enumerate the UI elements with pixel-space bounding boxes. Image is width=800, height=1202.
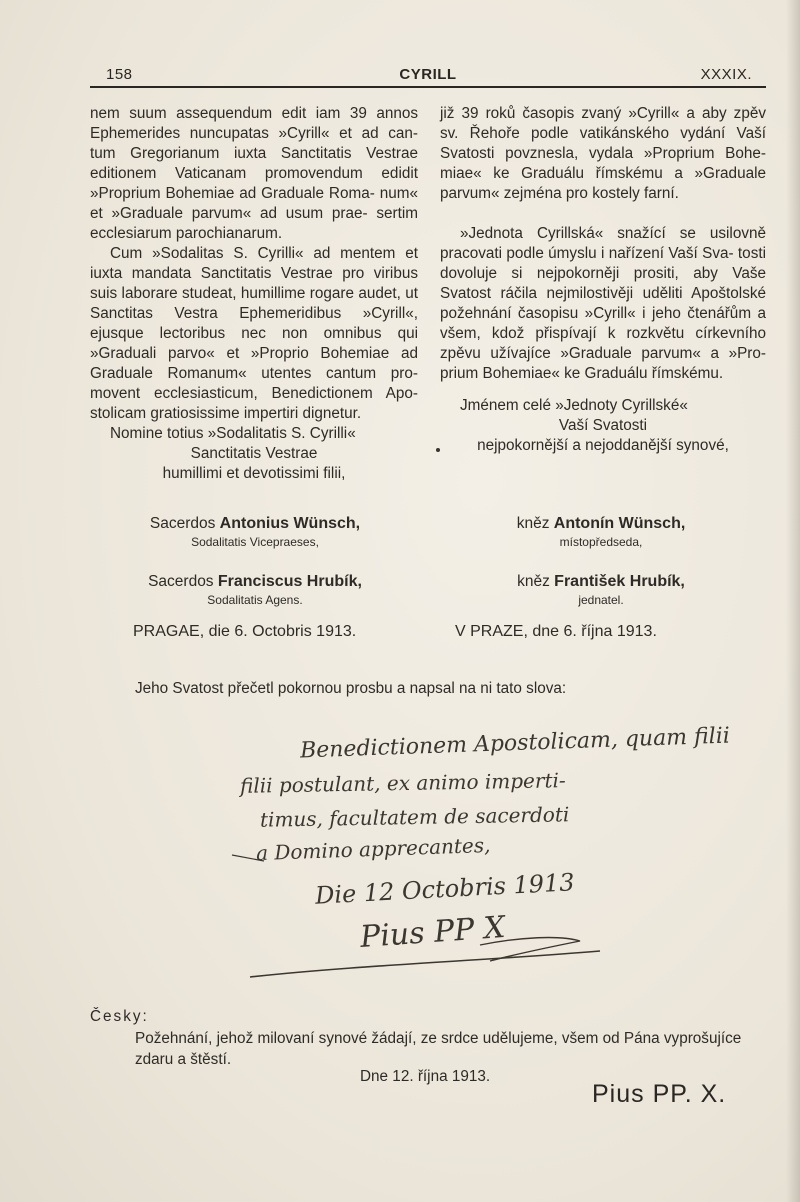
latin-nomine-line: Nomine totius »Sodalitatis S. Cyrilli« bbox=[110, 425, 356, 442]
latin-sanctitatis-line: Sanctitatis Vestrae bbox=[190, 445, 318, 462]
czech-column bbox=[440, 104, 766, 456]
czech-signature-1 bbox=[436, 515, 766, 549]
autograph-date: Die 12 Octobris 1913 bbox=[314, 868, 576, 910]
running-title: CYRILL bbox=[399, 66, 457, 83]
latin-sig1-prefix: Sacerdos bbox=[149, 515, 220, 532]
czech-sig2-prefix: kněz bbox=[517, 573, 555, 590]
czech-paragraph-1: již 39 roků časopis zvaný »Cyrill« a aby zpěv sv. Řehoře podle vatikánského vydání Vaší Svatosti povznesla, vydala »Proprium Bohe- miae« ke Graduálu římskému a »Graduale parvum« zejména pro kostely farní. bbox=[440, 105, 766, 202]
header-rule bbox=[90, 86, 766, 88]
intro-line: Jeho Svatost přečetl pokornou prosbu a napsal na ni tato slova: bbox=[135, 680, 567, 697]
latin-paragraph-2: Cum »Sodalitas S. Cyrilli« ad mentem et iuxta mandata Sanctitatis Vestrae pro viribus suis laborare studeat, humillime rogare audet, ut Sanctitas Vestra Ephemeridibus »Cyrill«, ejusque lectoribus nec non omnibus qui »Graduali parvo« et »Proprio Bohemiae ad Graduale Romanum« utentes cantum pro- movent ecclesiasticum, Benedictionem Apo- stolicam gratiosissime impertiri dignetur. bbox=[90, 245, 418, 422]
czech-synove-line: nejpokornější a nejoddanější synové, bbox=[477, 437, 729, 454]
czech-paragraph-2: »Jednota Cyrillská« snažící se usilovně pracovati podle úmyslu i nařízení Vaší Sva- tosti dovoluje si nejpokorněji prositi, aby Vaše Svatost ráčila nejmilostivěji uděliti Apoštolské požehnání časopisu »Cyrill« i jeho čtenářům a všem, kdož přispívají k rozkvětu církevního zpěvu užívajíce »Graduale parvum« a »Pro- prium Bohemiae« ke Graduálu římskému. bbox=[440, 225, 766, 382]
czech-signature-2 bbox=[436, 573, 766, 607]
papal-autograph bbox=[220, 715, 731, 1005]
volume-number: XXXIX. bbox=[700, 66, 752, 83]
latin-filii-line: humillimi et devotissimi filii, bbox=[162, 465, 346, 482]
czech-sig2-name: František Hrubík, bbox=[554, 573, 685, 590]
page-edge-shadow bbox=[786, 0, 800, 1202]
page-header bbox=[90, 64, 766, 88]
czech-sig1-role: místopředseda, bbox=[559, 535, 643, 549]
latin-date: PRAGAE, die 6. Octobris 1913. bbox=[133, 623, 357, 640]
czech-date: V PRAZE, dne 6. října 1913. bbox=[455, 623, 657, 640]
latin-sig2-role: Sodalitatis Agens. bbox=[207, 593, 303, 607]
latin-sig2-prefix: Sacerdos bbox=[148, 573, 218, 590]
autograph-line-2: filii postulant, ex animo imperti- bbox=[239, 768, 566, 798]
czech-sig2-role: jednatel. bbox=[578, 593, 624, 607]
cesky-label: Česky: bbox=[90, 1008, 149, 1025]
autograph-line-3: timus, facultatem de sacerdoti bbox=[259, 802, 570, 832]
autograph-signature: Pius PP X bbox=[358, 909, 507, 956]
page-number: 158 bbox=[106, 66, 133, 83]
cesky-text: Požehnání, jehož milovaní synové žádají, ze srdce udělujeme, všem od Pána vyprošujíce zdaru a štěstí. bbox=[135, 1030, 742, 1068]
pius-signature: Pius PP. X. bbox=[592, 1080, 727, 1108]
latin-column bbox=[90, 104, 418, 484]
czech-sig1-prefix: kněz bbox=[516, 515, 554, 532]
latin-sig1-name: Antonius Wünsch, bbox=[219, 515, 361, 532]
cesky-date: Dne 12. října 1913. bbox=[360, 1068, 491, 1085]
latin-signature-2 bbox=[90, 573, 420, 607]
czech-jmenem-line: Jménem celé »Jednoty Cyrillské« bbox=[460, 397, 688, 414]
autograph-line-4: a Domino apprecantes, bbox=[255, 832, 491, 866]
latin-sig1-role: Sodalitatis Vicepraeses, bbox=[191, 535, 319, 549]
latin-signature-1 bbox=[90, 515, 420, 549]
latin-paragraph-1: nem suum assequendum edit iam 39 annos Ephemerides nuncupatas »Cyrill« et ad can- tum Gregorianum iuxta Sanctitatis Vestrae editionem Vaticanam promovendum edidit »Proprium Bohemiae ad Graduale Roma- num« et »Graduale parvum« ad usum prae- sertim ecclesiarum parochianarum. bbox=[90, 105, 418, 242]
czech-vasi-line: Vaší Svatosti bbox=[558, 417, 648, 434]
czech-sig1-name: Antonín Wünsch, bbox=[553, 515, 686, 532]
autograph-flourishes bbox=[220, 715, 640, 1005]
autograph-line-1: Benedictionem Apostolicam, quam filii bbox=[299, 723, 731, 764]
latin-sig2-name: Franciscus Hrubík, bbox=[217, 573, 362, 590]
ink-dot bbox=[436, 448, 440, 452]
